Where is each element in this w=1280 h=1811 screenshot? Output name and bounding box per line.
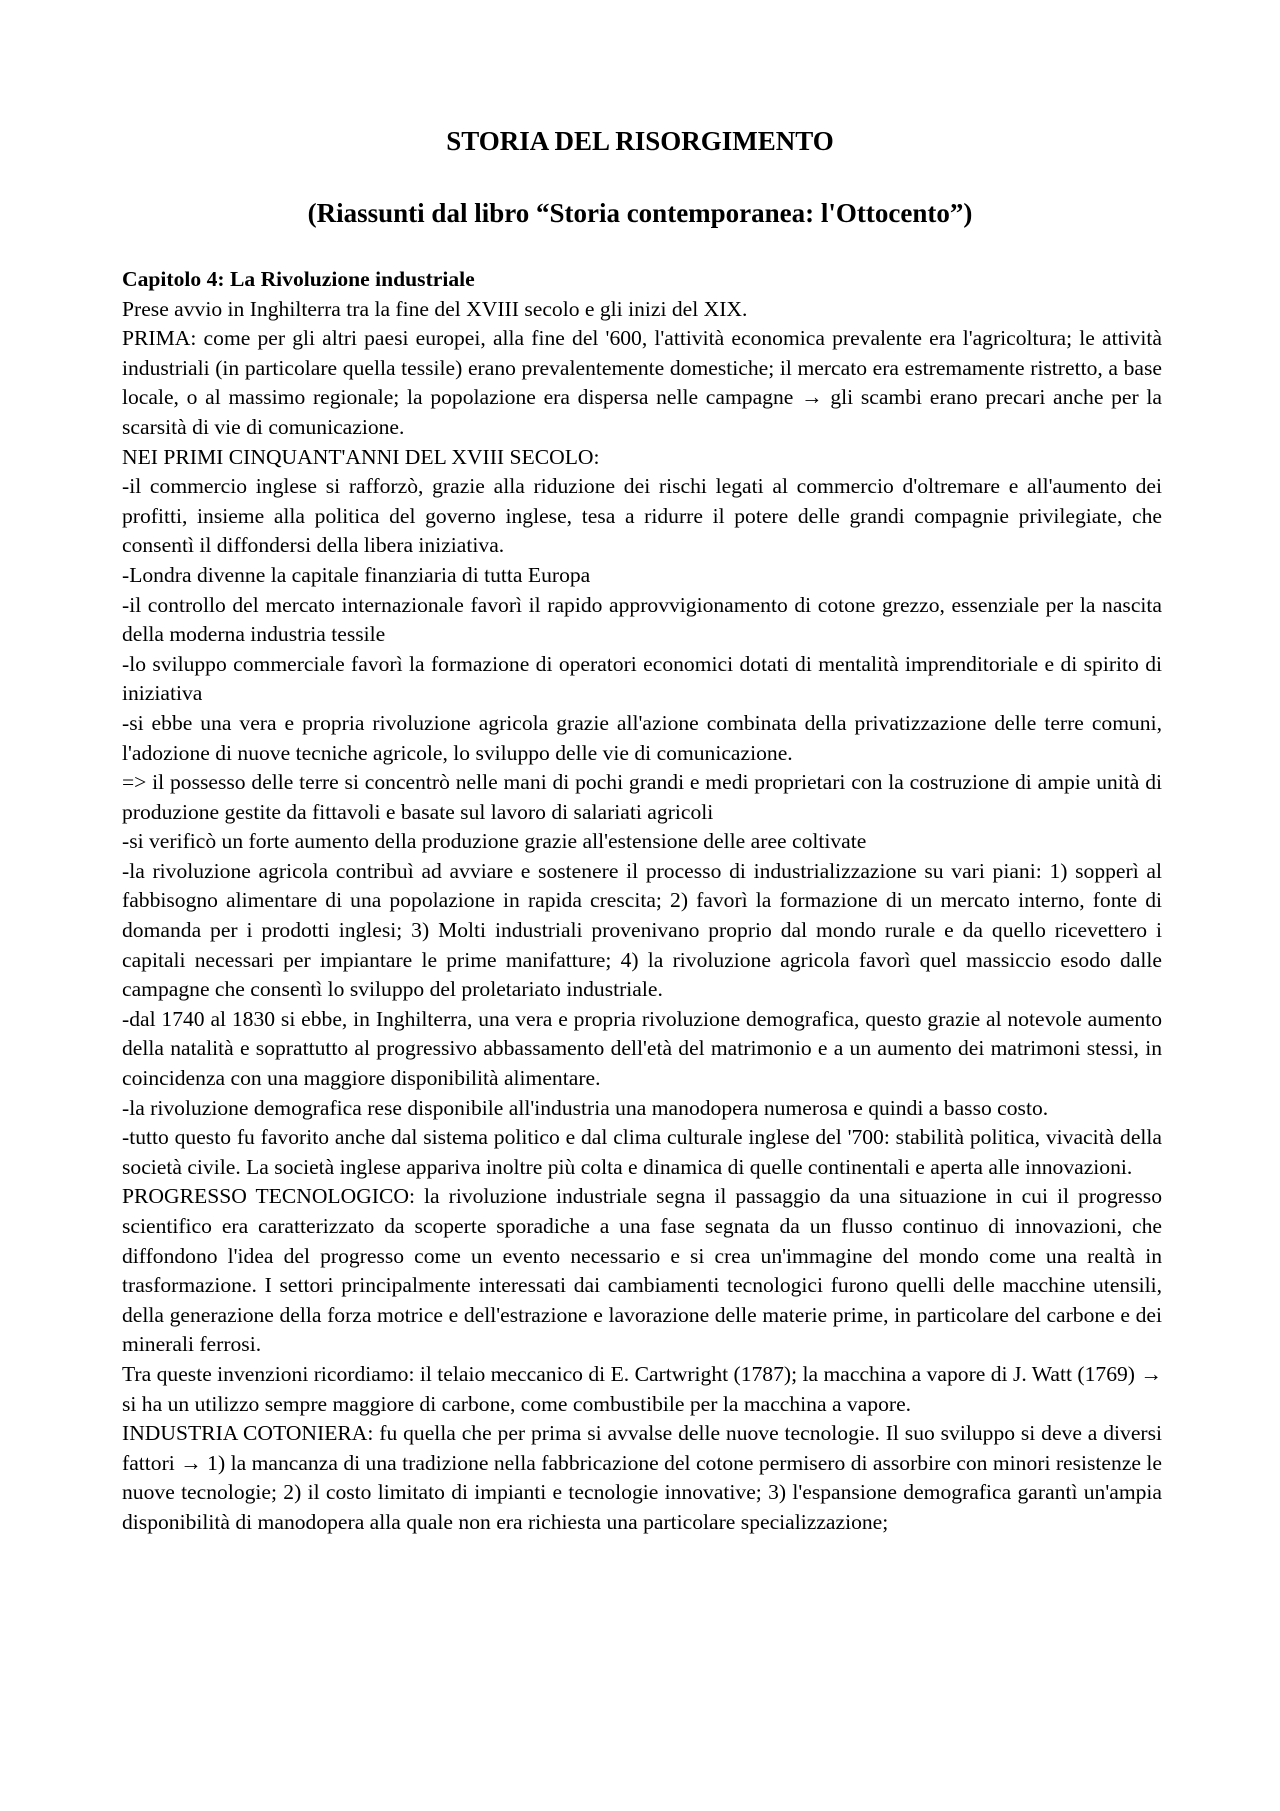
- paragraph: -tutto questo fu favorito anche dal sistema politico e dal clima culturale inglese del '700: stabilità politica, vivacità della società civile. La società inglese appariva inoltre più colta e dinamica di quelle continentali e aperta alle innovazioni.: [122, 1125, 1162, 1179]
- paragraph: -Londra divenne la capitale finanziaria di tutta Europa: [122, 562, 591, 587]
- paragraph: NEI PRIMI CINQUANT'ANNI DEL XVIII SECOLO:: [122, 444, 600, 469]
- paragraph: -il commercio inglese si rafforzò, grazie alla riduzione dei rischi legati al commercio d'oltremare e all'aumento dei profitti, insieme alla politica del governo inglese, tesa a ridurre il potere delle grandi compagnie privilegiate, che consentì il diffondersi della libera iniziativa.: [122, 474, 1162, 558]
- document-title: STORIA DEL RISORGIMENTO: [446, 126, 834, 156]
- paragraph: -dal 1740 al 1830 si ebbe, in Inghilterra, una vera e propria rivoluzione demografica, questo grazie al notevole aumento della natalità e soprattutto al progressivo abbassamento dell'età del matrimonio e a un aumento dei matrimoni stessi, in coincidenza con una maggiore disponibilità alimentare.: [122, 1006, 1162, 1091]
- paragraph: -lo sviluppo commerciale favorì la formazione di operatori economici dotati di mentalità imprenditoriale e di spirito di iniziativa: [122, 651, 1162, 706]
- paragraph: -si ebbe una vera e propria rivoluzione agricola grazie all'azione combinata della privatizzazione delle terre comuni, l'adozione di nuove tecniche agricole, lo sviluppo delle vie di comunicazione.: [122, 710, 1162, 765]
- paragraph: INDUSTRIA COTONIERA: fu quella che per prima si avvalse delle nuove tecnologie. Il suo sviluppo si deve a diversi fattori → 1) la mancanza di una tradizione nella fabbricazione del cotone permisero di assorbire con minori resistenze le nuove tecnologie; 2) il costo limitato di impianti e tecnologie innovative; 3) l'espansione demografica garantì un'ampia disponibilità di manodopera alla quale non era richiesta una particolare specializzazione;: [122, 1421, 1162, 1534]
- paragraph: => il possesso delle terre si concentrò nelle mani di pochi grandi e medi proprietari con la costruzione di ampie unità di produzione gestite da fittavoli e basate sul lavoro di salariati agricoli: [122, 770, 1162, 824]
- chapter-heading: Capitolo 4: La Rivoluzione industriale: [122, 267, 475, 291]
- paragraph: Prese avvio in Inghilterra tra la fine del XVIII secolo e gli inizi del XIX.: [122, 296, 748, 321]
- document-body: [122, 265, 1162, 1538]
- paragraph: Tra queste invenzioni ricordiamo: il telaio meccanico di E. Cartwright (1787); la macchina a vapore di J. Watt (1769) → si ha un utilizzo sempre maggiore di carbone, come combustibile per la macchina a vapore.: [122, 1361, 1162, 1416]
- document-subtitle: (Riassunti dal libro “Storia contemporanea: l'Ottocento”): [307, 198, 973, 228]
- paragraph: -si verificò un forte aumento della produzione grazie all'estensione delle aree coltivate: [122, 829, 867, 854]
- paragraph: -la rivoluzione demografica rese disponibile all'industria una manodopera numerosa e quindi a basso costo.: [122, 1095, 1049, 1120]
- paragraph: -la rivoluzione agricola contribuì ad avviare e sostenere il processo di industrializzazione su vari piani: 1) sopperì al fabbisogno alimentare di una popolazione in rapida crescita; 2) favorì la formazione di un mercato interno, fonte di domanda per i prodotti inglesi; 3) Molti industriali provenivano proprio dal mondo rurale e da quello ricevettero i capitali necessari per impiantare le prime manifatture; 4) la rivoluzione agricola favorì quel massiccio esodo dalle campagne che consentì lo sviluppo del proletariato industriale.: [122, 858, 1162, 1002]
- paragraph: PRIMA: come per gli altri paesi europei, alla fine del '600, l'attività economica prevalente era l'agricoltura; le attività industriali (in particolare quella tessile) erano prevalentemente domestiche; il mercato era estremamente ristretto, a base locale, o al massimo regionale; la popolazione era dispersa nelle campagne → gli scambi erano precari anche per la scarsità di vie di comunicazione.: [122, 326, 1162, 439]
- paragraph: -il controllo del mercato internazionale favorì il rapido approvvigionamento di cotone grezzo, essenziale per la nascita della moderna industria tessile: [122, 592, 1162, 647]
- paragraph: PROGRESSO TECNOLOGICO: la rivoluzione industriale segna il passaggio da una situazione in cui il progresso scientifico era caratterizzato da scoperte sporadiche a una fase segnata da un flusso continuo di innovazioni, che diffondono l'idea del progresso come un evento necessario e si crea un'immagine del mondo come una realtà in trasformazione. I settori principalmente interessati dai cambiamenti tecnologici furono quelli delle macchine utensili, della generazione della forza motrice e dell'estrazione e lavorazione delle materie prime, in particolare del carbone e dei minerali ferrosi.: [122, 1184, 1162, 1357]
